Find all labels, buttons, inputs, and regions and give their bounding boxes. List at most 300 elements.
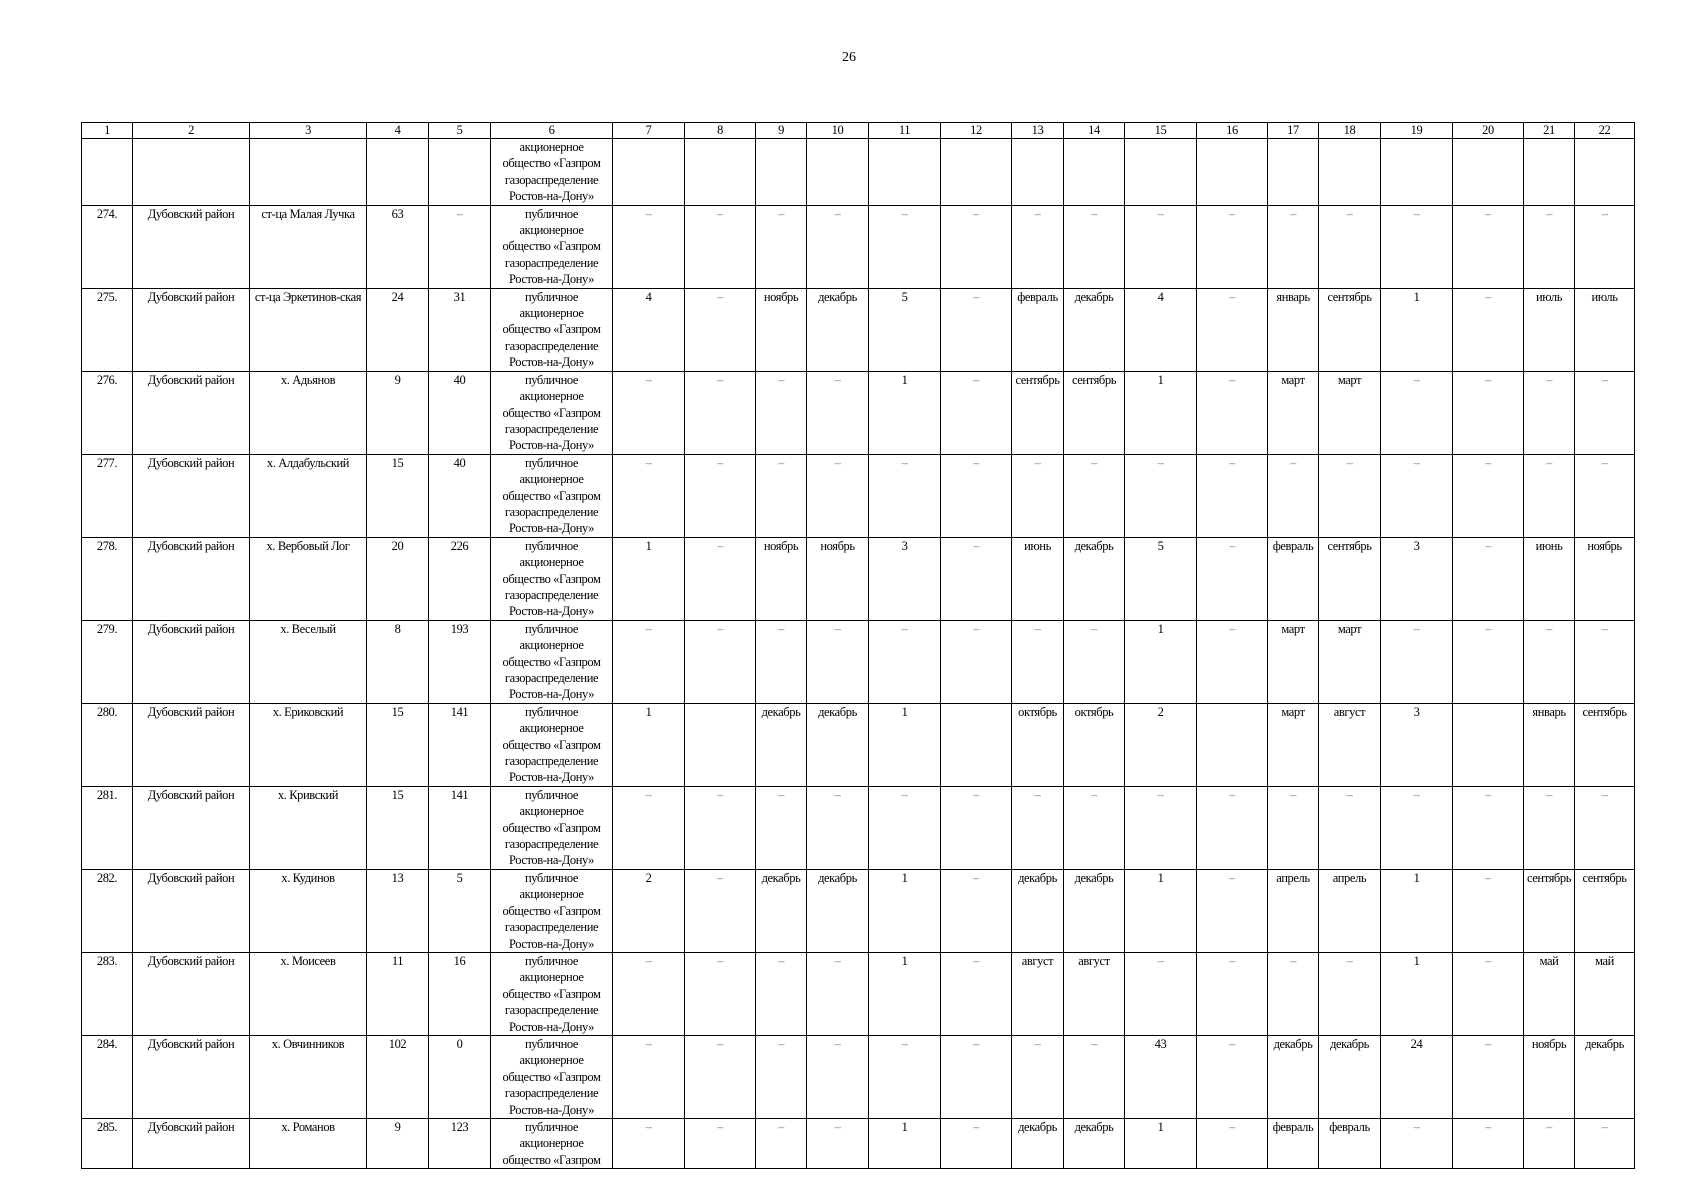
operator-line: общество «Газпром <box>502 986 601 1001</box>
value-cell-11: 1 <box>869 1118 941 1168</box>
value-cell-20: – <box>1453 1118 1524 1168</box>
value-cell-9: – <box>756 371 807 454</box>
value-cell-10: декабрь <box>807 869 869 952</box>
value-cell-20: – <box>1453 454 1524 537</box>
row-number: 283. <box>82 952 133 1035</box>
empty-cell <box>1197 139 1268 206</box>
operator-line: Ростов-на-Дону» <box>508 189 595 204</box>
header-cell-16: 16 <box>1197 123 1268 139</box>
value-cell-15: – <box>1125 205 1197 288</box>
value-cell-4: 9 <box>367 1118 429 1168</box>
value-cell-8: – <box>685 537 756 620</box>
value-cell-12: – <box>941 371 1012 454</box>
district-cell: Дубовский район <box>133 537 250 620</box>
value-cell-7: – <box>613 1035 685 1118</box>
value-cell-8: – <box>685 288 756 371</box>
value-cell-7: – <box>613 454 685 537</box>
header-row <box>82 123 1635 139</box>
value-cell-16: – <box>1197 537 1268 620</box>
value-cell-9: декабрь <box>756 703 807 786</box>
value-cell-16: – <box>1197 1118 1268 1168</box>
value-cell-17: февраль <box>1268 1118 1319 1168</box>
value-cell-5: 40 <box>429 371 491 454</box>
value-cell-14: сентябрь <box>1064 371 1125 454</box>
settlement-cell: х. Овчинников <box>250 1035 367 1118</box>
operator-line: газораспределение <box>504 1003 599 1018</box>
operator-line: Ростов-на-Дону» <box>508 438 595 453</box>
value-cell-13: – <box>1012 1035 1064 1118</box>
value-cell-20: – <box>1453 288 1524 371</box>
value-cell-22: – <box>1575 620 1635 703</box>
header-cell-12: 12 <box>941 123 1012 139</box>
value-cell-9: – <box>756 620 807 703</box>
value-cell-12: – <box>941 620 1012 703</box>
value-cell-21: – <box>1524 205 1575 288</box>
value-cell-17: – <box>1268 952 1319 1035</box>
value-cell-16: – <box>1197 454 1268 537</box>
empty-cell <box>807 139 869 206</box>
value-cell-22: май <box>1575 952 1635 1035</box>
district-cell: Дубовский район <box>133 620 250 703</box>
value-cell-17: февраль <box>1268 537 1319 620</box>
row-number: 279. <box>82 620 133 703</box>
settlement-cell: х. Веселый <box>250 620 367 703</box>
district-cell: Дубовский район <box>133 703 250 786</box>
value-cell-18: – <box>1319 454 1381 537</box>
table-body <box>82 139 1635 1169</box>
table-row <box>82 205 1635 288</box>
value-cell-16: – <box>1197 952 1268 1035</box>
value-cell-19: – <box>1381 620 1453 703</box>
value-cell-22: июль <box>1575 288 1635 371</box>
settlement-cell: х. Моисеев <box>250 952 367 1035</box>
row-number: 284. <box>82 1035 133 1118</box>
value-cell-12: – <box>941 869 1012 952</box>
value-cell-18: – <box>1319 952 1381 1035</box>
value-cell-10: – <box>807 454 869 537</box>
value-cell-10: – <box>807 205 869 288</box>
operator-cell <box>491 869 613 952</box>
value-cell-9: – <box>756 1118 807 1168</box>
value-cell-9: ноябрь <box>756 288 807 371</box>
operator-cell <box>491 620 613 703</box>
district-cell: Дубовский район <box>133 869 250 952</box>
value-cell-21: – <box>1524 371 1575 454</box>
value-cell-5: 226 <box>429 537 491 620</box>
settlement-cell: х. Вербовый Лог <box>250 537 367 620</box>
value-cell-5: 40 <box>429 454 491 537</box>
operator-line: Ростов-на-Дону» <box>508 770 595 785</box>
operator-line: Ростов-на-Дону» <box>508 1102 595 1117</box>
value-cell-4: 11 <box>367 952 429 1035</box>
operator-line: общество «Газпром <box>502 654 601 669</box>
value-cell-11: – <box>869 1035 941 1118</box>
empty-cell <box>1319 139 1381 206</box>
value-cell-16: – <box>1197 786 1268 869</box>
header-cell-21: 21 <box>1524 123 1575 139</box>
empty-cell <box>613 139 685 206</box>
value-cell-12: – <box>941 1035 1012 1118</box>
operator-cell <box>491 952 613 1035</box>
value-cell-9: – <box>756 454 807 537</box>
value-cell-19: 3 <box>1381 703 1453 786</box>
header-cell-22: 22 <box>1575 123 1635 139</box>
value-cell-17: март <box>1268 620 1319 703</box>
operator-line: акционерное <box>519 721 584 736</box>
value-cell-21: июль <box>1524 288 1575 371</box>
value-cell-9: ноябрь <box>756 537 807 620</box>
operator-line: публичное <box>524 704 579 719</box>
value-cell-21: январь <box>1524 703 1575 786</box>
table-row <box>82 454 1635 537</box>
value-cell-8: – <box>685 454 756 537</box>
value-cell-5: 193 <box>429 620 491 703</box>
value-cell-22: – <box>1575 205 1635 288</box>
operator-cell <box>491 454 613 537</box>
value-cell-7: – <box>613 952 685 1035</box>
operator-line: акционерное <box>519 804 584 819</box>
operator-line: газораспределение <box>504 338 599 353</box>
empty-cell <box>1453 139 1524 206</box>
empty-cell <box>1064 139 1125 206</box>
value-cell-4: 24 <box>367 288 429 371</box>
value-cell-13: – <box>1012 205 1064 288</box>
empty-cell <box>82 139 133 206</box>
row-number: 285. <box>82 1118 133 1168</box>
value-cell-19: 1 <box>1381 288 1453 371</box>
value-cell-4: 8 <box>367 620 429 703</box>
value-cell-7: – <box>613 786 685 869</box>
value-cell-16 <box>1197 703 1268 786</box>
value-cell-16: – <box>1197 205 1268 288</box>
value-cell-18: март <box>1319 371 1381 454</box>
value-cell-8: – <box>685 205 756 288</box>
value-cell-10: – <box>807 786 869 869</box>
row-number: 276. <box>82 371 133 454</box>
value-cell-19: – <box>1381 1118 1453 1168</box>
operator-line: газораспределение <box>504 172 599 187</box>
table-row <box>82 952 1635 1035</box>
value-cell-14: декабрь <box>1064 1118 1125 1168</box>
value-cell-14: – <box>1064 620 1125 703</box>
value-cell-13: февраль <box>1012 288 1064 371</box>
value-cell-4: 63 <box>367 205 429 288</box>
header-cell-11: 11 <box>869 123 941 139</box>
value-cell-18: февраль <box>1319 1118 1381 1168</box>
value-cell-8: – <box>685 869 756 952</box>
operator-line: Ростов-на-Дону» <box>508 853 595 868</box>
value-cell-7: 1 <box>613 537 685 620</box>
value-cell-14: декабрь <box>1064 288 1125 371</box>
header-cell-5: 5 <box>429 123 491 139</box>
value-cell-12: – <box>941 1118 1012 1168</box>
value-cell-15: – <box>1125 454 1197 537</box>
value-cell-18: сентябрь <box>1319 288 1381 371</box>
value-cell-8: – <box>685 371 756 454</box>
value-cell-11: – <box>869 786 941 869</box>
empty-cell <box>1381 139 1453 206</box>
value-cell-13: август <box>1012 952 1064 1035</box>
table-row <box>82 371 1635 454</box>
value-cell-11: 1 <box>869 952 941 1035</box>
header-cell-15: 15 <box>1125 123 1197 139</box>
operator-line: акционерное <box>519 223 584 238</box>
operator-line: общество «Газпром <box>502 322 601 337</box>
operator-line: Ростов-на-Дону» <box>508 355 595 370</box>
operator-cell <box>491 1118 613 1168</box>
empty-cell <box>429 139 491 206</box>
operator-line: публичное <box>524 953 579 968</box>
value-cell-7: 1 <box>613 703 685 786</box>
empty-cell <box>133 139 250 206</box>
page-number: 26 <box>842 50 856 65</box>
value-cell-17: март <box>1268 371 1319 454</box>
row-number: 281. <box>82 786 133 869</box>
operator-line: публичное <box>524 870 579 885</box>
value-cell-17: январь <box>1268 288 1319 371</box>
operator-line: акционерное <box>519 887 584 902</box>
value-cell-8: – <box>685 952 756 1035</box>
row-number: 282. <box>82 869 133 952</box>
value-cell-21: – <box>1524 1118 1575 1168</box>
value-cell-7: – <box>613 1118 685 1168</box>
district-cell: Дубовский район <box>133 454 250 537</box>
value-cell-9: – <box>756 205 807 288</box>
value-cell-16: – <box>1197 288 1268 371</box>
value-cell-18: март <box>1319 620 1381 703</box>
value-cell-14: – <box>1064 454 1125 537</box>
table-row <box>82 288 1635 371</box>
value-cell-16: – <box>1197 869 1268 952</box>
operator-line: газораспределение <box>504 837 599 852</box>
value-cell-15: 1 <box>1125 371 1197 454</box>
value-cell-15: 5 <box>1125 537 1197 620</box>
row-number: 278. <box>82 537 133 620</box>
value-cell-17: март <box>1268 703 1319 786</box>
value-cell-21: – <box>1524 620 1575 703</box>
empty-cell <box>1524 139 1575 206</box>
operator-line: публичное <box>524 1119 579 1134</box>
value-cell-11: – <box>869 620 941 703</box>
value-cell-10: – <box>807 952 869 1035</box>
header-cell-4: 4 <box>367 123 429 139</box>
operator-cell <box>491 288 613 371</box>
value-cell-15: – <box>1125 952 1197 1035</box>
value-cell-10: – <box>807 1118 869 1168</box>
value-cell-13: – <box>1012 786 1064 869</box>
value-cell-10: декабрь <box>807 703 869 786</box>
value-cell-18: сентябрь <box>1319 537 1381 620</box>
value-cell-21: сентябрь <box>1524 869 1575 952</box>
operator-line: публичное <box>524 538 579 553</box>
operator-line: общество «Газпром <box>502 737 601 752</box>
value-cell-7: – <box>613 205 685 288</box>
value-cell-8 <box>685 703 756 786</box>
operator-line: акционерное <box>519 1053 584 1068</box>
operator-line: газораспределение <box>504 1086 599 1101</box>
value-cell-13: – <box>1012 454 1064 537</box>
operator-line: Ростов-на-Дону» <box>508 1019 595 1034</box>
value-cell-13: – <box>1012 620 1064 703</box>
operator-line: газораспределение <box>504 421 599 436</box>
value-cell-7: 4 <box>613 288 685 371</box>
table-row <box>82 620 1635 703</box>
operator-line: акционерное <box>519 638 584 653</box>
value-cell-14: октябрь <box>1064 703 1125 786</box>
value-cell-15: 2 <box>1125 703 1197 786</box>
empty-cell <box>685 139 756 206</box>
value-cell-20: – <box>1453 952 1524 1035</box>
value-cell-22: – <box>1575 371 1635 454</box>
value-cell-16: – <box>1197 1035 1268 1118</box>
value-cell-19: 3 <box>1381 537 1453 620</box>
value-cell-20: – <box>1453 371 1524 454</box>
header-cell-10: 10 <box>807 123 869 139</box>
operator-line: общество «Газпром <box>502 1069 601 1084</box>
value-cell-10: ноябрь <box>807 537 869 620</box>
value-cell-22: – <box>1575 454 1635 537</box>
value-cell-21: май <box>1524 952 1575 1035</box>
settlement-cell: х. Кудинов <box>250 869 367 952</box>
operator-line: акционерное <box>519 389 584 404</box>
operator-line: газораспределение <box>504 920 599 935</box>
value-cell-15: 1 <box>1125 1118 1197 1168</box>
operator-line: газораспределение <box>504 587 599 602</box>
value-cell-21: июнь <box>1524 537 1575 620</box>
operator-line: публичное <box>524 206 579 221</box>
value-cell-15: 43 <box>1125 1035 1197 1118</box>
value-cell-20: – <box>1453 786 1524 869</box>
header-cell-9: 9 <box>756 123 807 139</box>
value-cell-9: – <box>756 786 807 869</box>
value-cell-18: декабрь <box>1319 1035 1381 1118</box>
table-row <box>82 869 1635 952</box>
value-cell-5: 123 <box>429 1118 491 1168</box>
settlement-cell: х. Ериковский <box>250 703 367 786</box>
settlement-cell: ст-ца Эркетинов-ская <box>250 288 367 371</box>
value-cell-4: 15 <box>367 454 429 537</box>
value-cell-5: – <box>429 205 491 288</box>
value-cell-12: – <box>941 205 1012 288</box>
value-cell-4: 9 <box>367 371 429 454</box>
value-cell-22: декабрь <box>1575 1035 1635 1118</box>
value-cell-17: – <box>1268 205 1319 288</box>
operator-line: Ростов-на-Дону» <box>508 604 595 619</box>
empty-cell <box>250 139 367 206</box>
value-cell-22: ноябрь <box>1575 537 1635 620</box>
operator-line: акционерное <box>519 140 584 154</box>
value-cell-8: – <box>685 786 756 869</box>
operator-line: публичное <box>524 455 579 470</box>
settlement-cell: х. Романов <box>250 1118 367 1168</box>
value-cell-14: – <box>1064 786 1125 869</box>
operator-line: Ростов-на-Дону» <box>508 936 595 951</box>
district-cell: Дубовский район <box>133 205 250 288</box>
data-table <box>81 122 1635 1169</box>
operator-cell <box>491 1035 613 1118</box>
district-cell: Дубовский район <box>133 288 250 371</box>
operator-cell <box>491 139 613 206</box>
value-cell-5: 141 <box>429 786 491 869</box>
operator-line: общество «Газпром <box>502 1152 601 1167</box>
value-cell-15: – <box>1125 786 1197 869</box>
empty-cell <box>1575 139 1635 206</box>
table-row <box>82 786 1635 869</box>
value-cell-10: – <box>807 1035 869 1118</box>
operator-line: газораспределение <box>504 255 599 270</box>
settlement-cell: х. Кривский <box>250 786 367 869</box>
empty-cell <box>1012 139 1064 206</box>
value-cell-11: – <box>869 205 941 288</box>
value-cell-19: – <box>1381 454 1453 537</box>
settlement-cell: х. Алдабульский <box>250 454 367 537</box>
operator-line: общество «Газпром <box>502 820 601 835</box>
operator-line: общество «Газпром <box>502 903 601 918</box>
empty-cell <box>941 139 1012 206</box>
empty-cell <box>367 139 429 206</box>
value-cell-4: 20 <box>367 537 429 620</box>
value-cell-5: 141 <box>429 703 491 786</box>
value-cell-19: 1 <box>1381 869 1453 952</box>
value-cell-21: – <box>1524 786 1575 869</box>
value-cell-5: 5 <box>429 869 491 952</box>
value-cell-7: – <box>613 620 685 703</box>
header-cell-20: 20 <box>1453 123 1524 139</box>
value-cell-9: – <box>756 1035 807 1118</box>
district-cell: Дубовский район <box>133 371 250 454</box>
operator-line: Ростов-на-Дону» <box>508 521 595 536</box>
operator-line: Ростов-на-Дону» <box>508 272 595 287</box>
header-cell-2: 2 <box>133 123 250 139</box>
value-cell-12: – <box>941 288 1012 371</box>
value-cell-14: – <box>1064 205 1125 288</box>
table-row <box>82 703 1635 786</box>
table-row-continuation <box>82 139 1635 206</box>
operator-line: публичное <box>524 621 579 636</box>
settlement-cell: ст-ца Малая Лучка <box>250 205 367 288</box>
value-cell-17: – <box>1268 454 1319 537</box>
header-cell-8: 8 <box>685 123 756 139</box>
operator-line: акционерное <box>519 306 584 321</box>
operator-line: акционерное <box>519 555 584 570</box>
value-cell-18: – <box>1319 786 1381 869</box>
empty-cell <box>756 139 807 206</box>
value-cell-22: – <box>1575 1118 1635 1168</box>
empty-cell <box>1125 139 1197 206</box>
value-cell-18: – <box>1319 205 1381 288</box>
value-cell-14: декабрь <box>1064 869 1125 952</box>
value-cell-21: ноябрь <box>1524 1035 1575 1118</box>
value-cell-7: – <box>613 371 685 454</box>
value-cell-22: сентябрь <box>1575 703 1635 786</box>
value-cell-13: декабрь <box>1012 869 1064 952</box>
operator-line: общество «Газпром <box>502 571 601 586</box>
value-cell-13: июнь <box>1012 537 1064 620</box>
operator-line: общество «Газпром <box>502 405 601 420</box>
value-cell-14: декабрь <box>1064 537 1125 620</box>
value-cell-17: – <box>1268 786 1319 869</box>
operator-line: публичное <box>524 787 579 802</box>
value-cell-20 <box>1453 703 1524 786</box>
operator-cell <box>491 786 613 869</box>
value-cell-11: 5 <box>869 288 941 371</box>
operator-line: акционерное <box>519 472 584 487</box>
value-cell-9: – <box>756 952 807 1035</box>
value-cell-13: декабрь <box>1012 1118 1064 1168</box>
value-cell-12 <box>941 703 1012 786</box>
value-cell-15: 4 <box>1125 288 1197 371</box>
value-cell-10: декабрь <box>807 288 869 371</box>
